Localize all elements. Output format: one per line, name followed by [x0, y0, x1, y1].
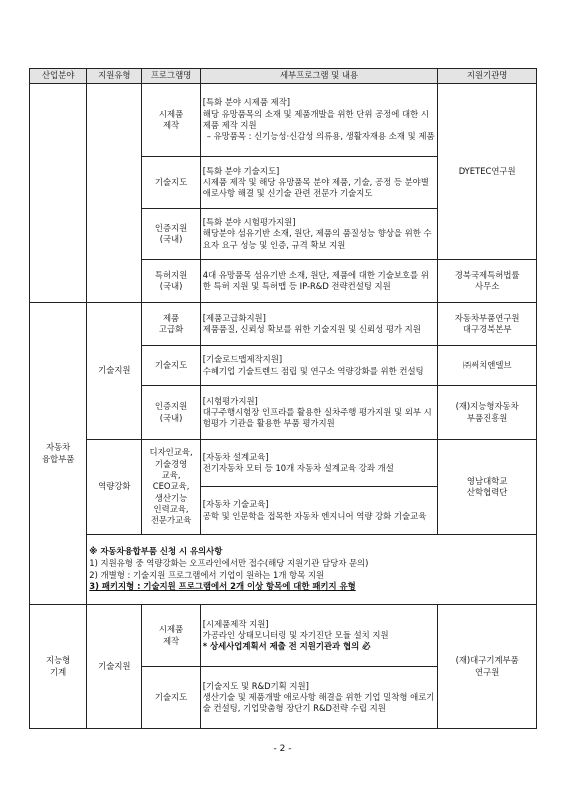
- support-type-label: 기술지원: [98, 365, 131, 376]
- detail-cell: [200, 487, 438, 535]
- program-label: 디자인교육, 기술경영 교육, CEO교육, 생산기능 인력교육, 전문가교육: [149, 447, 193, 526]
- agency-cell: [438, 386, 537, 440]
- agency-label: 자동차부품연구원 대구경북본부: [454, 312, 520, 334]
- industry-label: 자동차 융합부품: [41, 442, 75, 464]
- notes-heading: ※ 자동차융합부품 신청 시 유의사항: [89, 546, 223, 557]
- table-row: [30, 605, 537, 667]
- detail-title: [특화 분야 시험평가지원]: [202, 217, 296, 228]
- header-program: 프로그램명: [142, 69, 200, 84]
- table-row: [30, 535, 537, 605]
- program-cell: [142, 303, 200, 346]
- detail-desc: 제품품질, 신뢰성 확보를 위한 기술지원 및 신뢰성 평가 지원: [202, 324, 421, 334]
- support-program-table: [29, 68, 537, 729]
- detail-desc: 생산기술 및 제품개발 애로사항 해결을 위한 기업 밀착형 애로기술 컨설팅, 기업맞춤형 장단기 R&D전략 수립 지원: [202, 691, 435, 714]
- program-cell: [142, 157, 200, 209]
- detail-cell: [200, 84, 438, 157]
- program-label: 제품 고급화: [158, 312, 184, 334]
- table-row: [30, 440, 537, 487]
- agency-cell: [438, 605, 537, 729]
- detail-cell: [200, 260, 438, 303]
- notes-item: 2) 개별형 : 기술지원 프로그램에서 기업이 원하는 1개 항목 지원: [89, 569, 325, 580]
- agency-label: 경북국제특허법률 사무소: [454, 269, 520, 291]
- program-cell: [142, 667, 200, 729]
- detail-desc: 시제품 제작 및 해당 유망품목 분야 제품, 기술, 공정 등 분야별 애로사항 해결 및 신기술 관련 전문가 기술지도: [202, 176, 429, 199]
- notes-item: 1) 지원유형 중 역량강화는 오프라인에서만 접수(해당 지원기관 담당자 문의): [89, 557, 369, 568]
- detail-note: * 상세사업계획서 제출 전 지원기관과 협의 必: [202, 641, 371, 652]
- notes-item: 3) 패키지형 : 기술지원 프로그램에서 2개 이상 항목에 대한 패키지 유형: [89, 581, 356, 592]
- detail-cell: [200, 303, 438, 346]
- table-row: [30, 303, 537, 346]
- detail-desc: 해당 유망품목의 소재 및 제품개발을 위한 단위 공정에 대한 시제품 제작 지원: [202, 108, 429, 130]
- support-type-label: 기술지원: [98, 660, 131, 671]
- program-label: 기술지도: [154, 176, 188, 187]
- industry-cell: [30, 303, 87, 605]
- detail-bullet: – 유망품목 : 신기능성·신감성 의류용, 생활자재용 소재 및 제품: [206, 131, 435, 142]
- agency-cell: [438, 346, 537, 386]
- detail-title: [특화 분야 시제품 제작]: [202, 97, 291, 108]
- header-industry: 산업분야: [30, 69, 87, 84]
- detail-title: [기술지도 및 R&D기획 지원]: [202, 680, 309, 691]
- program-label: 기술지도: [154, 691, 188, 702]
- table-header-row: [30, 69, 537, 84]
- header-support-type: 지원유형: [87, 69, 142, 84]
- industry-label: 지능형 기계: [45, 655, 71, 677]
- program-label: 특허지원 (국내): [154, 269, 188, 291]
- detail-desc: 4대 유망품목 섬유기반 소재, 원단, 제품에 대한 기술보호를 위한 특허 지원 및 특허맵 등 IP-R&D 전략컨설팅 지원: [202, 269, 429, 291]
- detail-cell: [200, 209, 438, 260]
- agency-label: ㈜써치앤델브: [462, 359, 512, 370]
- support-type-cell-empty: [87, 84, 142, 303]
- detail-desc: 전기자동차 모터 등 10개 자동차 설계교육 강좌 개설: [202, 463, 394, 473]
- program-cell: [142, 260, 200, 303]
- detail-desc: 대구주행시험장 인프라를 활용한 실차주행 평가지원 및 외부 시험평가 기관을 활용한 부품 평가지원: [202, 406, 432, 429]
- program-label: 인증지원 (국내): [154, 401, 188, 423]
- detail-title: [시제품제작 지원]: [202, 618, 269, 629]
- detail-desc: 공학 및 인문학을 접목한 자동차 엔지니어 역량 강화 기술교육: [202, 510, 427, 521]
- agency-cell: [438, 260, 537, 303]
- detail-cell: [200, 157, 438, 209]
- page-number: - 2 -: [273, 744, 292, 754]
- header-agency: 지원기관명: [438, 69, 537, 84]
- detail-cell: [200, 346, 438, 386]
- support-type-cell: [87, 440, 142, 535]
- detail-title: [특화 분야 기술지도]: [202, 165, 280, 176]
- detail-title: [기술로드맵제작지원]: [202, 354, 283, 365]
- agency-cell: [438, 440, 537, 535]
- program-label: 인증지원 (국내): [154, 222, 188, 244]
- industry-cell: [30, 605, 87, 729]
- support-type-cell: [87, 605, 142, 729]
- detail-cell: [200, 667, 438, 729]
- program-label: 시제품 제작: [158, 108, 184, 130]
- program-cell: [142, 346, 200, 386]
- detail-title: [자동차 기술교육]: [202, 499, 269, 510]
- agency-label: DYETEC연구원: [458, 165, 516, 176]
- agency-cell: [438, 303, 537, 346]
- agency-label: 영남대학교 산학협력단: [466, 475, 508, 497]
- program-cell: [142, 605, 200, 667]
- detail-title: [시험평가지원]: [202, 395, 258, 406]
- detail-desc: 가공라인 상태모니터링 및 자기진단 모듈 설치 지원: [202, 629, 389, 640]
- program-cell: [142, 386, 200, 440]
- detail-title: [제품고급화지원]: [202, 312, 266, 323]
- agency-label: (재)대구기계부품 연구원: [455, 655, 519, 677]
- detail-desc: 수혜기업 기술트렌드 점립 및 연구소 역량강화를 위한 컨설팅: [202, 365, 424, 376]
- program-cell: [142, 209, 200, 260]
- detail-title: [자동차 설계교육]: [202, 451, 269, 462]
- support-type-cell: [87, 303, 142, 440]
- notes-cell: [87, 535, 537, 605]
- industry-cell-empty: [30, 84, 87, 303]
- detail-cell: [200, 440, 438, 487]
- table-row: [30, 84, 537, 157]
- agency-cell: [438, 84, 537, 260]
- program-label: 기술지도: [154, 359, 188, 370]
- program-cell: [142, 440, 200, 535]
- program-cell: [142, 84, 200, 157]
- detail-cell: [200, 605, 438, 667]
- detail-cell: [200, 386, 438, 440]
- support-type-label: 역량강화: [98, 481, 131, 492]
- program-label: 시제품 제작: [158, 624, 184, 646]
- detail-desc: 해당분야 섬유기반 소재, 원단, 제품의 품질성능 향상을 위한 수요자 요구 성능 및 인증, 규격 확보 지원: [202, 228, 432, 250]
- agency-label: (재)지능형자동차 부품진흥원: [455, 401, 519, 423]
- header-detail: 세부프로그램 및 내용: [200, 69, 438, 84]
